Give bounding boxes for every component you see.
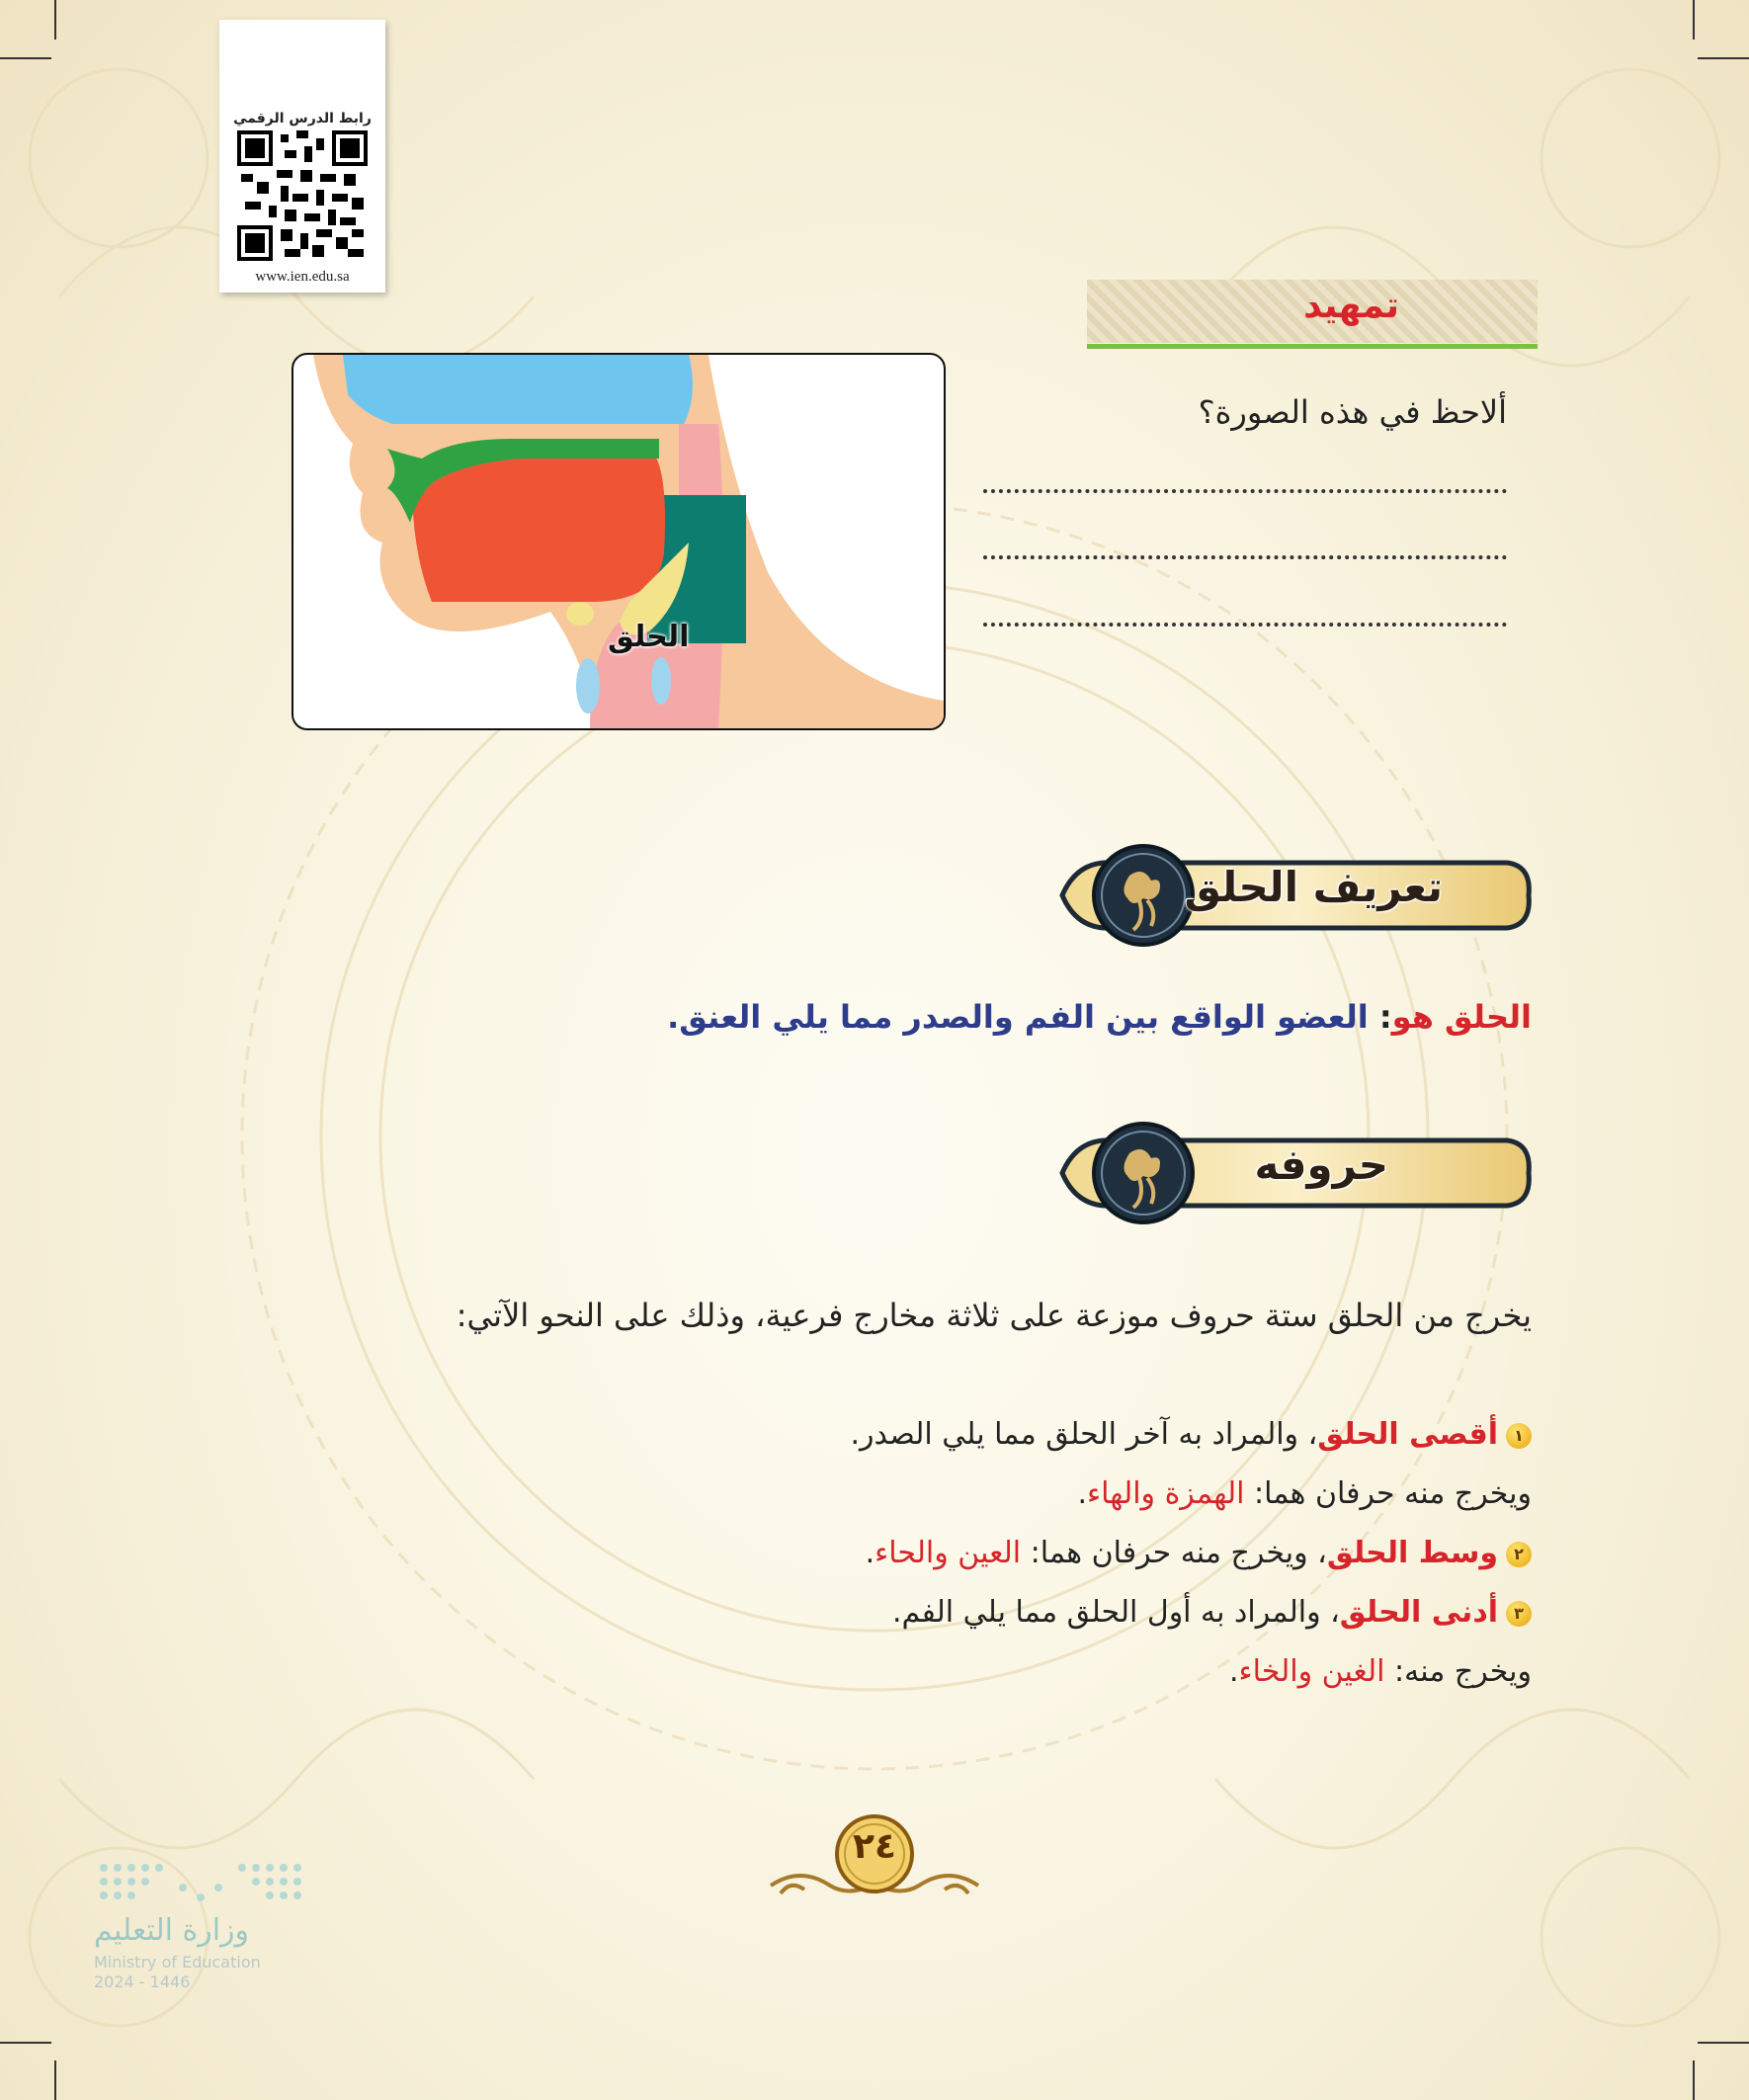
qr-code-icon[interactable] (237, 130, 368, 261)
item-name: أقصى الحلق (1317, 1417, 1498, 1452)
throat-illustration (293, 355, 944, 728)
item-letters: الغين والخاء (1238, 1654, 1385, 1689)
banner-letters-title: حروفه (1254, 1140, 1388, 1189)
ministry-year: 2024 - 1446 (94, 1973, 191, 1991)
crop-mark (1698, 57, 1749, 59)
item-desc: ، والمراد به أول الحلق مما يلي الفم. (891, 1595, 1340, 1630)
item-number-badge: ٢ (1506, 1542, 1532, 1567)
qr-card[interactable] (219, 20, 385, 293)
throat-diagram (292, 353, 946, 730)
banner-definition-title: تعريف الحلق (1184, 863, 1443, 911)
list-item-3 (892, 1595, 1532, 1630)
item-letters-prefix: ويخرج منه: (1384, 1654, 1532, 1689)
qr-title: رابط الدرس الرقمي (233, 111, 372, 126)
item-letters-end: . (1228, 1654, 1239, 1689)
item-name: أدنى الحلق (1339, 1595, 1498, 1630)
item-letters: العين والحاء (874, 1536, 1022, 1570)
definition-text (667, 998, 1532, 1036)
crop-mark (0, 57, 51, 59)
definition-body: العضو الواقع بين الفم والصدر مما يلي العنق (679, 998, 1369, 1036)
item-number-badge: ٣ (1506, 1601, 1532, 1627)
intro-header (1087, 280, 1538, 349)
ministry-arabic: وزارة التعليم (94, 1913, 250, 1948)
answer-line-1[interactable] (983, 489, 1507, 493)
item-desc: ، والمراد به آخر الحلق مما يلي الصدر. (850, 1417, 1318, 1452)
item-letters-prefix: ويخرج منه حرفان هما: (1244, 1476, 1532, 1511)
banner-letters (1052, 1119, 1537, 1227)
intro-question: ألاحظ في هذه الصورة؟ (1198, 393, 1507, 431)
list-item-1 (851, 1417, 1533, 1452)
crop-mark (54, 0, 56, 40)
definition-end: . (667, 998, 680, 1036)
crop-mark (1698, 2042, 1749, 2044)
intro-title: تمهيد (1303, 286, 1399, 326)
page-number-ornament (761, 1814, 988, 1913)
ministry-english: Ministry of Education (94, 1953, 261, 1972)
crop-mark (1693, 0, 1695, 40)
intro-header-underline (1087, 344, 1538, 349)
answer-line-3[interactable] (983, 623, 1507, 627)
crop-mark (54, 2060, 56, 2100)
ministry-logo (94, 1858, 321, 1991)
list-item-1-letters (1077, 1476, 1532, 1511)
banner-definition (1052, 841, 1537, 950)
definition-colon: : (1368, 998, 1392, 1036)
letters-intro: يخرج من الحلق ستة حروف موزعة على ثلاثة مخارج فرعية، وذلك على النحو الآتي: (456, 1297, 1532, 1334)
answer-line-2[interactable] (983, 555, 1507, 559)
item-letters: الهمزة والهاء (1087, 1476, 1245, 1511)
item-letters-end: . (865, 1536, 875, 1570)
list-item-2 (866, 1536, 1532, 1570)
page-number: ٢٤ (853, 1826, 896, 1867)
item-name: وسط الحلق (1326, 1536, 1498, 1570)
item-number-badge: ١ (1506, 1423, 1532, 1449)
crop-mark (1693, 2060, 1695, 2100)
crop-mark (0, 2042, 51, 2044)
throat-label: الحلق (608, 620, 690, 654)
ministry-dots-icon (94, 1858, 321, 1913)
item-letters-end: . (1077, 1476, 1087, 1511)
item-desc: ، ويخرج منه حرفان هما: (1021, 1536, 1327, 1570)
list-item-3-letters (1229, 1654, 1532, 1689)
qr-url[interactable]: www.ien.edu.sa (255, 269, 350, 285)
definition-term: الحلق هو (1391, 998, 1532, 1036)
